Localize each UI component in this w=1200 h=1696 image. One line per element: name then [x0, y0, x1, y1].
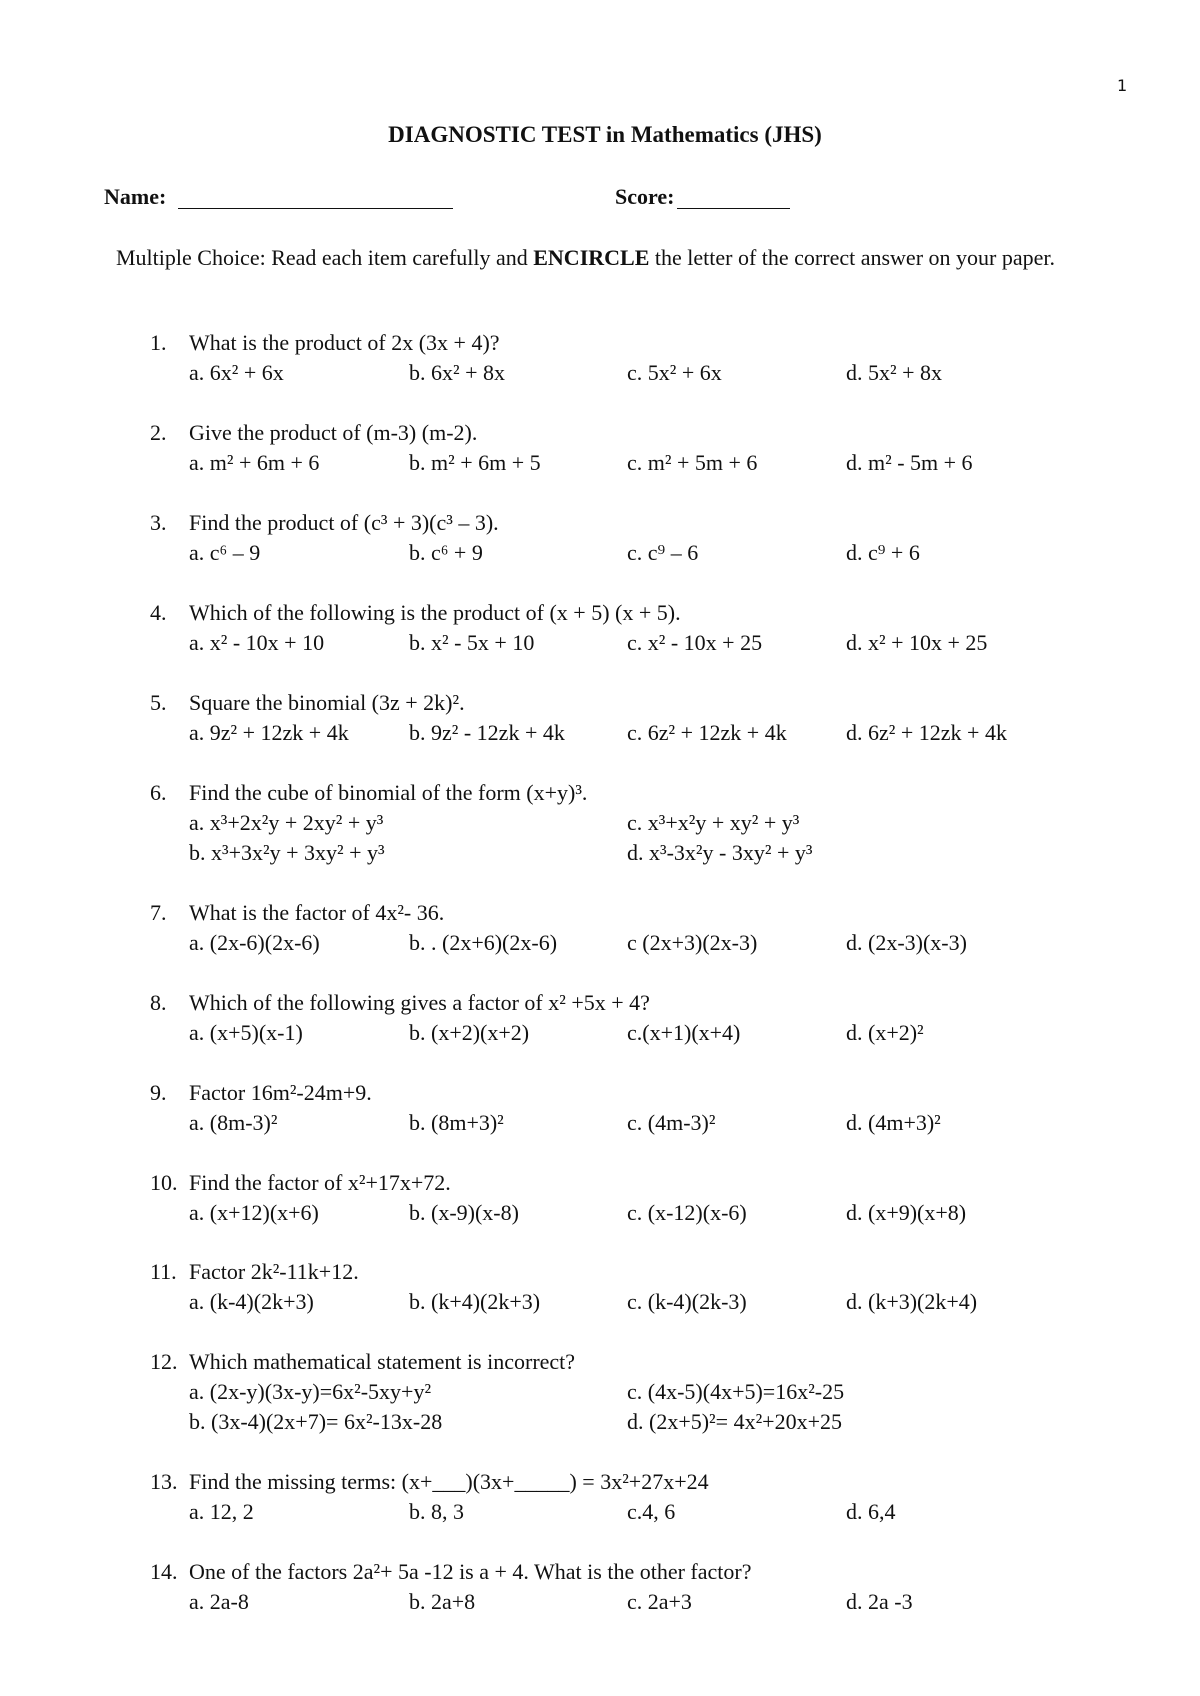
- option-d: d. (x+2)²: [846, 1020, 924, 1045]
- option-b: b. 2a+8: [409, 1589, 476, 1614]
- question-text: Factor 2k²-11k+12.: [189, 1259, 359, 1284]
- question-number: 7.: [150, 900, 167, 925]
- option-d: d. 6,4: [846, 1499, 896, 1524]
- option-c: c. (x-12)(x-6): [627, 1200, 747, 1225]
- option-b: b. . (2x+6)(2x-6): [409, 930, 558, 955]
- question-number: 1.: [150, 330, 167, 355]
- option-b: b. (3x-4)(2x+7)= 6x²-13x-28: [189, 1409, 443, 1434]
- question-text: Which mathematical statement is incorrect?: [189, 1349, 576, 1374]
- instructions: [116, 243, 1096, 273]
- option-b: b. x³+3x²y + 3xy² + y³: [189, 840, 385, 865]
- question-number: 13.: [150, 1469, 178, 1494]
- question-text: Factor 16m²-24m+9.: [189, 1080, 372, 1105]
- option-c: c. (4x-5)(4x+5)=16x²-25: [627, 1379, 845, 1404]
- option-a: a. c⁶ – 9: [189, 540, 261, 565]
- option-c: c (2x+3)(2x-3): [627, 930, 758, 955]
- name-label: Name:: [104, 184, 167, 209]
- question-number: 2.: [150, 420, 167, 445]
- option-d: d. (4m+3)²: [846, 1110, 941, 1135]
- option-a: a. m² + 6m + 6: [189, 450, 320, 475]
- option-d: d. (x+9)(x+8): [846, 1200, 967, 1225]
- question-text: Find the factor of x²+17x+72.: [189, 1170, 451, 1195]
- option-b: b. m² + 6m + 5: [409, 450, 541, 475]
- option-d: d. c⁹ + 6: [846, 540, 920, 565]
- question-text: Which of the following gives a factor of x² +5x + 4?: [189, 990, 650, 1015]
- question-text: Find the product of (c³ + 3)(c³ – 3).: [189, 510, 499, 535]
- option-d: d. 2a -3: [846, 1589, 913, 1614]
- option-b: b. (x+2)(x+2): [409, 1020, 530, 1045]
- option-a: a. (2x-y)(3x-y)=6x²-5xy+y²: [189, 1379, 432, 1404]
- option-a: a. 6x² + 6x: [189, 360, 284, 385]
- instructions-prefix: Multiple Choice: Read each item carefully and: [116, 245, 534, 270]
- option-c: c. x³+x²y + xy² + y³: [627, 810, 800, 835]
- score-label: Score:: [615, 184, 675, 209]
- question-text: Find the missing terms: (x+___)(3x+_____) = 3x²+27x+24: [189, 1469, 709, 1494]
- option-c: c. m² + 5m + 6: [627, 450, 758, 475]
- option-d: d. 6z² + 12zk + 4k: [846, 720, 1007, 745]
- option-c: c.(x+1)(x+4): [627, 1020, 741, 1045]
- question-number: 9.: [150, 1080, 167, 1105]
- option-a: a. (8m-3)²: [189, 1110, 278, 1135]
- question-number: 8.: [150, 990, 167, 1015]
- score-blank-line: [677, 208, 790, 209]
- instructions-suffix: the letter of the correct answer on your paper.: [649, 245, 1055, 270]
- option-b: b. c⁶ + 9: [409, 540, 483, 565]
- option-a: a. (2x-6)(2x-6): [189, 930, 320, 955]
- option-d: d. (2x+5)²= 4x²+20x+25: [627, 1409, 842, 1434]
- option-b: b. (8m+3)²: [409, 1110, 504, 1135]
- name-blank-line: [178, 208, 453, 209]
- question-text: One of the factors 2a²+ 5a -12 is a + 4. What is the other factor?: [189, 1559, 752, 1584]
- option-c: c. (k-4)(2k-3): [627, 1289, 747, 1314]
- option-d: d. 5x² + 8x: [846, 360, 943, 385]
- question-text: Which of the following is the product of (x + 5) (x + 5).: [189, 600, 681, 625]
- question-number: 5.: [150, 690, 167, 715]
- question-number: 14.: [150, 1559, 178, 1584]
- question-number: 4.: [150, 600, 167, 625]
- option-d: d. x² + 10x + 25: [846, 630, 988, 655]
- option-c: c. x² - 10x + 25: [627, 630, 763, 655]
- question-number: 12.: [150, 1349, 178, 1374]
- question-number: 11.: [150, 1259, 177, 1284]
- question-text: Find the cube of binomial of the form (x+y)³.: [189, 780, 588, 805]
- option-a: a. (x+5)(x-1): [189, 1020, 303, 1045]
- option-d: d. x³-3x²y - 3xy² + y³: [627, 840, 813, 865]
- option-c: c. 2a+3: [627, 1589, 692, 1614]
- option-c: c. 6z² + 12zk + 4k: [627, 720, 787, 745]
- option-c: c. c⁹ – 6: [627, 540, 699, 565]
- page-title: DIAGNOSTIC TEST in Mathematics (JHS): [388, 122, 822, 147]
- instructions-emphasis: ENCIRCLE: [533, 245, 650, 270]
- option-b: b. 9z² - 12zk + 4k: [409, 720, 565, 745]
- option-d: d. m² - 5m + 6: [846, 450, 973, 475]
- question-text: What is the product of 2x (3x + 4)?: [189, 330, 500, 355]
- question-number: 10.: [150, 1170, 178, 1195]
- option-a: a. x³+2x²y + 2xy² + y³: [189, 810, 384, 835]
- option-a: a. (k-4)(2k+3): [189, 1289, 314, 1314]
- option-c: c. (4m-3)²: [627, 1110, 716, 1135]
- option-a: a. 9z² + 12zk + 4k: [189, 720, 349, 745]
- page-number: 1: [1117, 76, 1128, 95]
- option-d: d. (k+3)(2k+4): [846, 1289, 978, 1314]
- option-b: b. x² - 5x + 10: [409, 630, 535, 655]
- option-a: a. (x+12)(x+6): [189, 1200, 319, 1225]
- question-text: Give the product of (m-3) (m-2).: [189, 420, 478, 445]
- option-a: a. 12, 2: [189, 1499, 254, 1524]
- option-b: b. (x-9)(x-8): [409, 1200, 519, 1225]
- option-d: d. (2x-3)(x-3): [846, 930, 967, 955]
- option-a: a. x² - 10x + 10: [189, 630, 325, 655]
- question-number: 6.: [150, 780, 167, 805]
- question-text: What is the factor of 4x²- 36.: [189, 900, 445, 925]
- question-number: 3.: [150, 510, 167, 535]
- option-c: c. 5x² + 6x: [627, 360, 722, 385]
- option-c: c.4, 6: [627, 1499, 676, 1524]
- option-b: b. (k+4)(2k+3): [409, 1289, 541, 1314]
- question-text: Square the binomial (3z + 2k)².: [189, 690, 465, 715]
- option-b: b. 6x² + 8x: [409, 360, 506, 385]
- option-a: a. 2a-8: [189, 1589, 249, 1614]
- option-b: b. 8, 3: [409, 1499, 464, 1524]
